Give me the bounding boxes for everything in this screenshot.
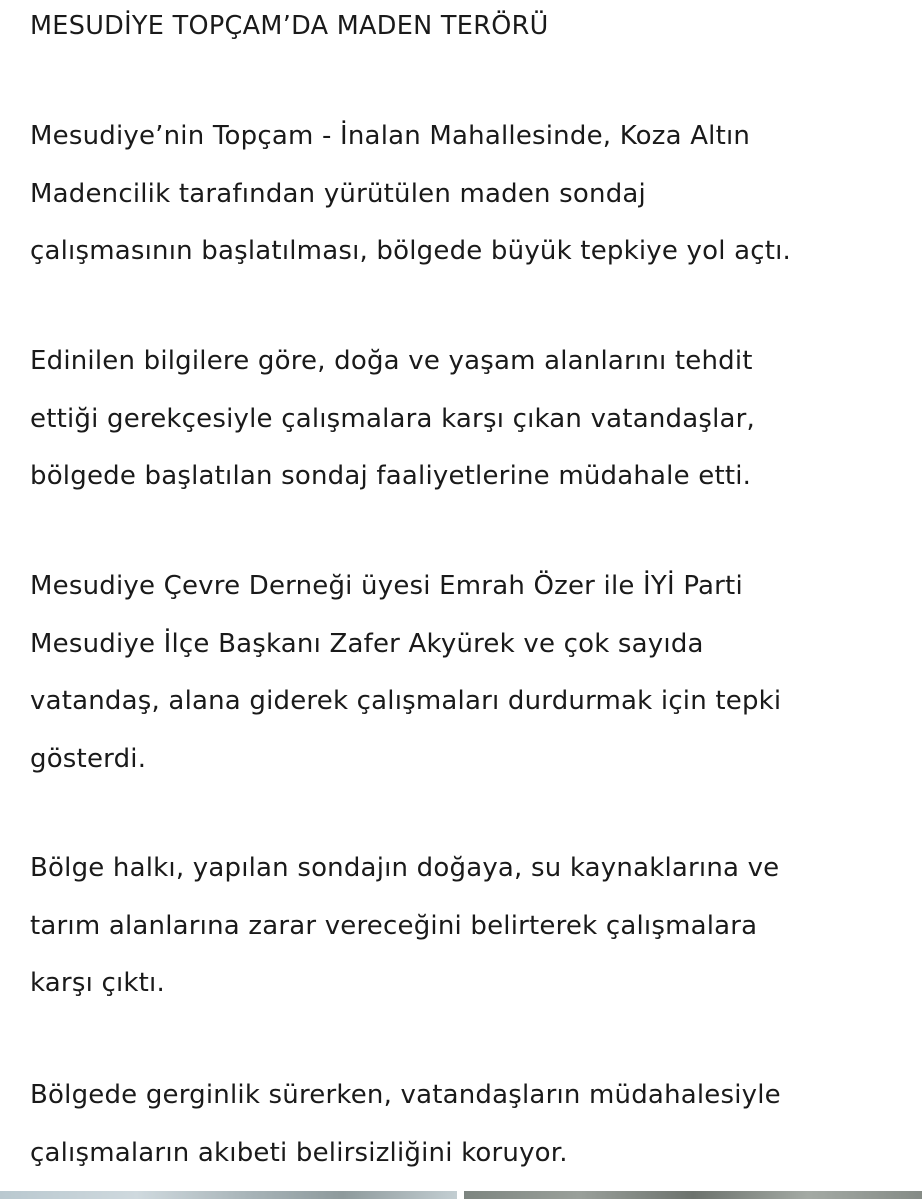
paragraph-line: Mesudiye Çevre Derneği üyesi Emrah Özer ile İYİ Parti (30, 571, 743, 601)
paragraph-line: tarım alanlarına zarar vereceğini belirterek çalışmalara (30, 910, 758, 941)
paragraph-3 (30, 558, 781, 788)
paragraph-line: Bölge halkı, yapılan sondajın doğaya, su kaynaklarına ve (30, 853, 780, 883)
paragraph-line: bölgede başlatılan sondaj faaliyetlerine müdahale etti. (30, 461, 752, 491)
paragraph-line: karşı çıktı. (30, 968, 165, 998)
paragraph-line: Madencilik tarafından yürütülen maden sondaj (30, 178, 646, 209)
paragraph-5 (30, 1067, 781, 1182)
paragraph-line: çalışmasının başlatılması, bölgede büyük tepkiye yol açtı. (30, 236, 792, 266)
paragraph-line: ettiği gerekçesiyle çalışmalara karşı çıkan vatandaşlar, (30, 403, 755, 434)
paragraph-line: çalışmaların akıbeti belirsizliğini koruyor. (30, 1137, 568, 1168)
article-title: MESUDİYE TOPÇAM’DA MADEN TERÖRÜ (30, 11, 549, 41)
paragraph-line: Mesudiye’nin Topçam - İnalan Mahallesinde, Koza Altın (30, 121, 751, 151)
photo-thumbnail-left[interactable] (0, 1191, 457, 1199)
paragraph-line: Mesudiye İlçe Başkanı Zafer Akyürek ve çok sayıda (30, 628, 704, 659)
paragraph-2 (30, 333, 755, 506)
paragraph-line: gösterdi. (30, 743, 147, 774)
photo-strip (0, 1191, 922, 1199)
paragraph-4 (30, 840, 779, 1013)
photo-thumbnail-right[interactable] (464, 1191, 922, 1199)
paragraph-1 (30, 108, 791, 281)
paragraph-line: Bölgede gerginlik sürerken, vatandaşların müdahalesiyle (30, 1080, 781, 1110)
paragraph-line: vatandaş, alana giderek çalışmaları durdurmak için tepki (30, 686, 782, 716)
paragraph-line: Edinilen bilgilere göre, doğa ve yaşam alanlarını tehdit (30, 346, 753, 376)
